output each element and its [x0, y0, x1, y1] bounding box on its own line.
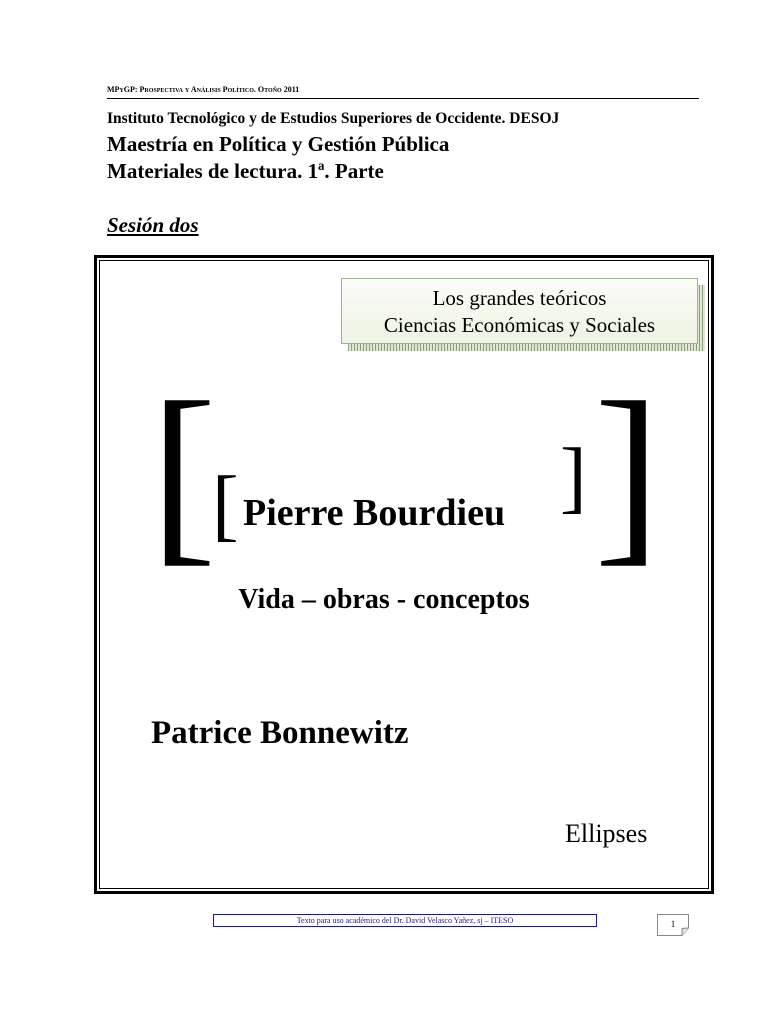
- theory-box-line1: Los grandes teóricos: [432, 286, 607, 310]
- left-inner-bracket: [: [212, 461, 239, 549]
- book-title: Pierre Bourdieu: [243, 492, 506, 534]
- right-outer-bracket: ]: [594, 362, 661, 583]
- footer-note: Texto para uso académico del Dr. David Velasco Yañez, sj – ITESO: [213, 914, 597, 927]
- page-number-badge: [657, 914, 689, 936]
- right-inner-bracket: ]: [560, 433, 587, 521]
- header-rule: [107, 98, 699, 99]
- materials-title: Materiales de lectura. 1ª. Parte: [107, 159, 384, 183]
- institution-line: Instituto Tecnológico y de Estudios Superiores de Occidente. DESOJ: [107, 110, 560, 127]
- book-publisher: Ellipses: [565, 819, 648, 848]
- running-header-text: MPyGP: Prospectiva y Análisis Político. Otoño 2011: [107, 85, 300, 94]
- theory-box-line2: Ciencias Económicas y Sociales: [383, 313, 656, 337]
- book-subtitle: Vida – obras - conceptos: [238, 584, 530, 615]
- left-outer-bracket: [: [150, 362, 217, 583]
- running-header: [107, 85, 699, 95]
- session-heading: Sesión dos: [107, 213, 199, 237]
- theory-box: [341, 278, 698, 344]
- page-number: 1: [670, 919, 676, 929]
- book-author: Patrice Bonnewitz: [151, 715, 409, 751]
- program-title: Maestría en Política y Gestión Pública: [107, 132, 450, 156]
